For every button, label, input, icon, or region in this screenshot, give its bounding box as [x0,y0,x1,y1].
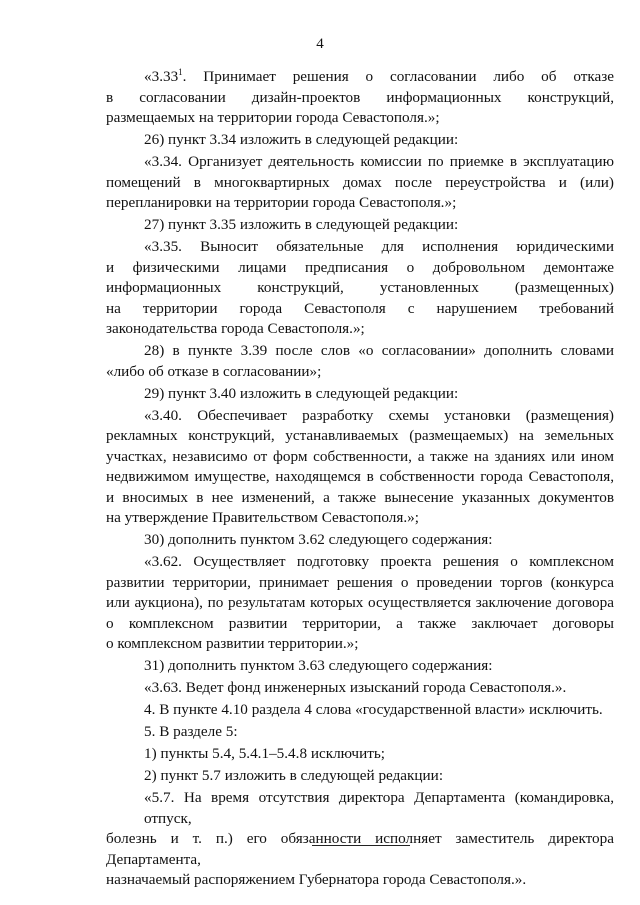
paragraph-item-2: 2) пункт 5.7 изложить в следующей редакции: [144,767,444,784]
paragraph-line: болезнь и т. п.) его обязанности исполняет заместитель директора Департамента, [106,830,614,868]
paragraph-3-63: «3.63. Ведет фонд инженерных изысканий города Севастополя.». [144,679,567,696]
paragraph-item-30: 30) дополнить пунктом 3.62 следующего содержания: [144,531,493,548]
paragraph-line: размещаемых на территории города Севастополя.»; [106,109,440,126]
paragraph-line: и вносимых в нее изменений, а также вынесение указанных документов [106,488,614,506]
paragraph-item-27: 27) пункт 3.35 изложить в следующей редакции: [144,216,459,233]
paragraph-line: и физическими лицами предписания о добровольном демонтаже [106,258,614,276]
paragraph-line: развитии территории, принимает решения о проведении торгов (конкурса [106,573,614,591]
paragraph-line: о комплексном развитии территории.»; [106,635,359,652]
paragraph-line: «либо об отказе в согласовании»; [106,362,322,380]
paragraph-section-4: 4. В пункте 4.10 раздела 4 слова «государственной власти» исключить. [144,701,603,718]
paragraph-3-33 [106,67,614,129]
paragraph-line: «5.7. На время отсутствия директора Департамента (командировка, отпуск, [144,789,614,827]
paragraph-item-1: 1) пункты 5.4, 5.4.1–5.4.8 исключить; [144,745,385,762]
text-fragment: «3.33 [144,68,179,85]
paragraph-item-26: 26) пункт 3.34 изложить в следующей редакции: [144,131,459,148]
page-number: 4 [316,36,324,52]
paragraph-line: назначаемый распоряжением Губернатора города Севастополя.». [106,871,527,888]
paragraph-section-5: 5. В разделе 5: [144,723,238,740]
paragraph-line: «3.62. Осуществляет подготовку проекта решения о комплексном [144,553,614,570]
paragraph-line: информационных конструкций, установленных (размещенных) [106,279,614,296]
paragraph-3-62 [106,552,614,655]
text-fragment: . Принимает решения о согласовании либо об отказе [182,68,614,85]
paragraph-line: «3.40. Обеспечивает разработку схемы установки (размещения) [144,406,614,424]
paragraph-line: о комплексном развитии территории, а также заключает договоры [106,614,614,632]
paragraph-item-31: 31) дополнить пунктом 3.63 следующего содержания: [144,657,493,674]
paragraph-line: в согласовании дизайн-проектов информационных конструкций, [106,88,614,106]
document-body [106,67,614,892]
paragraph-item-28 [106,341,614,382]
paragraph-3-40 [106,406,614,529]
superscript: 1 [178,67,183,77]
paragraph-line: помещений в многоквартирных домах после переустройства и (или) [106,173,614,191]
paragraph-3-34 [106,152,614,214]
paragraph-line: участках, независимо от форм собственности, а также на зданиях или ином [106,447,614,465]
paragraph-5-7 [106,788,614,891]
paragraph-line: недвижимом имуществе, находящемся в собственности города Севастополя, [106,468,614,485]
paragraph-line: на территории города Севастополя с нарушением требований [106,299,614,317]
paragraph-line: «3.34. Организует деятельность комиссии по приемке в эксплуатацию [144,153,614,170]
paragraph-line: рекламных конструкций, устанавливаемых (размещаемых) на земельных [106,427,614,444]
paragraph-line [106,67,614,88]
end-divider [312,845,410,846]
paragraph-line: на утверждение Правительством Севастополя.»; [106,509,419,526]
paragraph-line: 28) в пункте 3.39 после слов «о согласовании» дополнить словами [144,342,614,359]
paragraph-line: «3.35. Выносит обязательные для исполнения юридическими [144,238,614,255]
paragraph-line: или аукциона), по результатам которых осуществляется заключение договора [106,594,614,611]
paragraph-item-29: 29) пункт 3.40 изложить в следующей редакции: [144,384,459,402]
paragraph-line: перепланировки на территории города Севастополя.»; [106,194,457,211]
paragraph-3-35 [106,237,614,340]
paragraph-line: законодательства города Севастополя.»; [106,320,365,337]
